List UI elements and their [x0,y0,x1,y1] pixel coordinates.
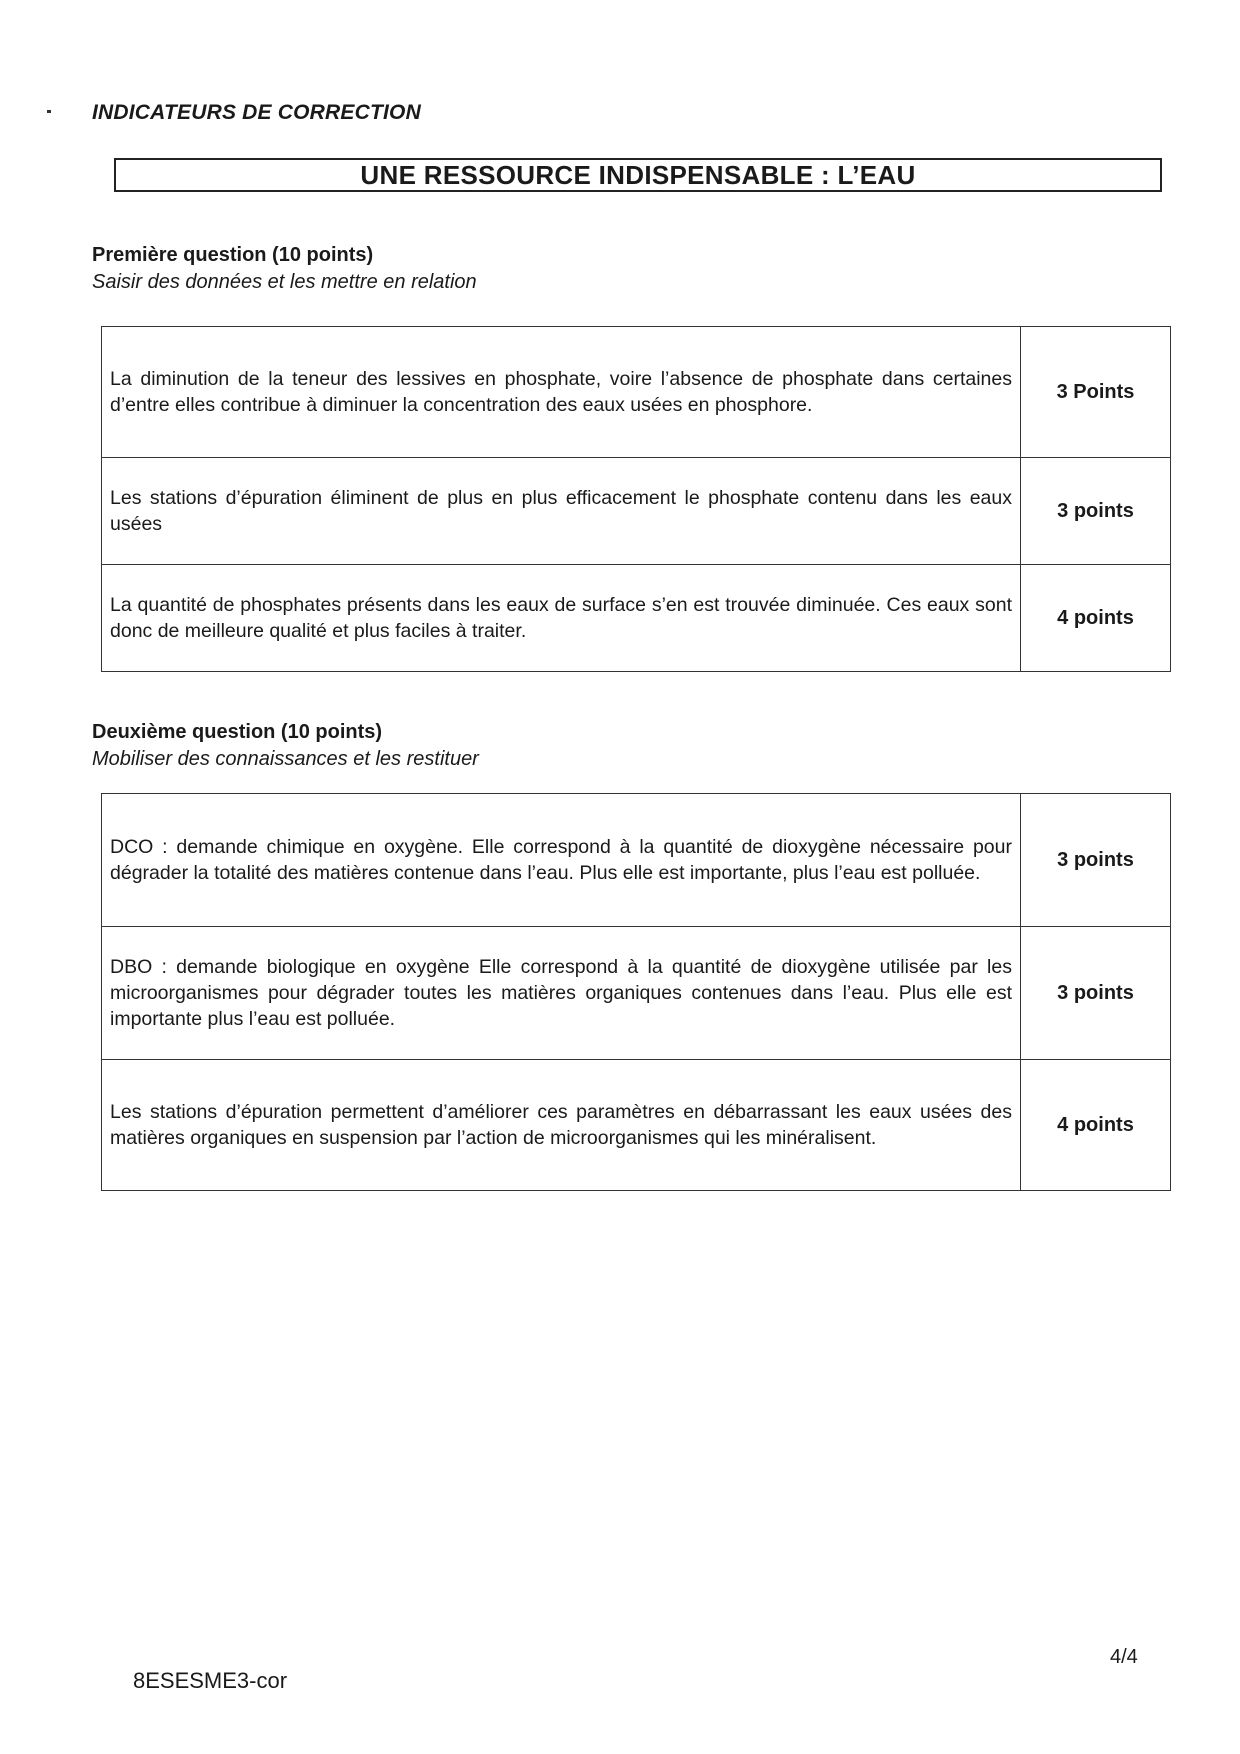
document-code: 8ESESME3-cor [133,1668,288,1693]
criterion-text: Les stations d’épuration éliminent de plus en plus efficacement le phosphate contenu dans les eaux usées [102,458,1021,565]
table-row [102,565,1171,672]
table-row [102,458,1171,565]
table-row [102,327,1171,458]
question-2-title: Deuxième question (10 points) [92,721,383,743]
table-row [102,927,1171,1060]
table-row [102,794,1171,927]
criterion-text: DCO : demande chimique en oxygène. Elle correspond à la quantité de dioxygène nécessaire pour dégrader la totalité des matières contenue dans l’eau. Plus elle est importante, plus l’eau est polluée. [102,794,1021,927]
criterion-text: Les stations d’épuration permettent d’améliorer ces paramètres en débarrassant les eaux usées des matières organiques en suspension par l’action de microorganismes qui les minéralisent. [102,1060,1021,1191]
question-1-table [101,326,1171,672]
correction-header: INDICATEURS DE CORRECTION [92,101,421,124]
question-1-subtitle: Saisir des données et les mettre en relation [92,271,477,293]
points-value: 3 points [1021,927,1171,1060]
points-value: 4 points [1021,1060,1171,1191]
page-title: UNE RESSOURCE INDISPENSABLE : L’EAU [114,158,1162,192]
points-value: 4 points [1021,565,1171,672]
criterion-text: La quantité de phosphates présents dans les eaux de surface s’en est trouvée diminuée. Ces eaux sont donc de meilleure qualité et plus faciles à traiter. [102,565,1021,672]
page-number: 4/4 [1110,1646,1138,1668]
scan-artifact-mark [47,110,51,113]
criterion-text: La diminution de la teneur des lessives en phosphate, voire l’absence de phosphate dans certaines d’entre elles contribue à diminuer la concentration des eaux usées en phosphore. [102,327,1021,458]
points-value: 3 Points [1021,327,1171,458]
question-1-title: Première question (10 points) [92,244,374,266]
points-value: 3 points [1021,794,1171,927]
criterion-text: DBO : demande biologique en oxygène Elle correspond à la quantité de dioxygène utilisée par les microorganismes pour dégrader toutes les matières organiques contenues dans l’eau. Plus elle est importante plus l’eau est polluée. [102,927,1021,1060]
table-row [102,1060,1171,1191]
question-2-subtitle: Mobiliser des connaissances et les restituer [92,748,479,770]
question-2-table [101,793,1171,1191]
points-value: 3 points [1021,458,1171,565]
